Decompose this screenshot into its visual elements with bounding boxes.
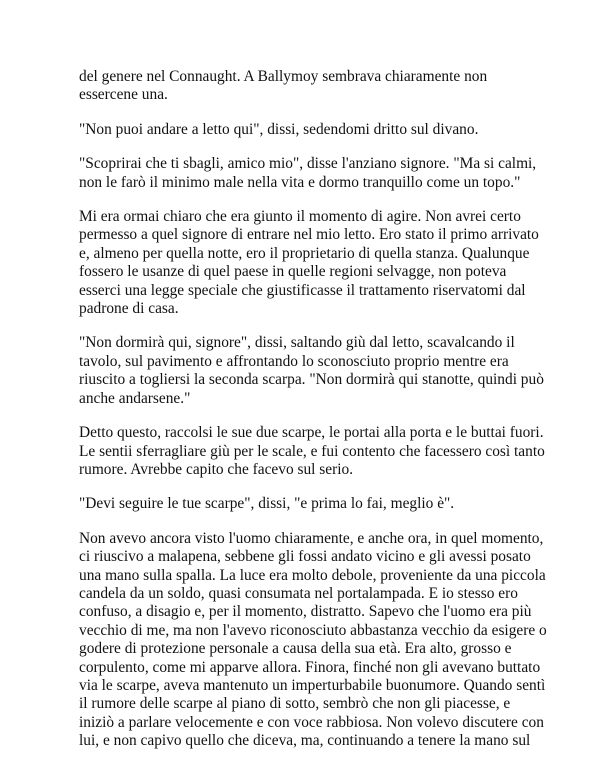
paragraph-5: "Non dormirà qui, signore", dissi, saltando giù dal letto, scavalcando il tavolo, sul pavimento e affrontando lo sconosciuto proprio mentre era riuscito a togliersi la seconda scarpa. "Non dormirà qui stanotte, quindi può anche andarsene." [79,334,544,407]
paragraph-4: Mi era ormai chiaro che era giunto il momento di agire. Non avrei certo permesso a quel signore di entrare nel mio letto. Ero stato il primo arrivato e, almeno per quella notte, ero il proprietario di quella stanza. Qualunque fossero le usanze di quel paese in quelle regioni selvagge, non poteva esserci una legge speciale che giustificasse il trattamento riservatomi dal padrone di casa. [79,208,539,318]
paragraph-8: Non avevo ancora visto l'uomo chiaramente, e anche ora, in quel momento, ci riuscivo a malapena, sebbene gli fossi andato vicino e gli avessi posato una mano sulla spalla. La luce era molto debole, proveniente da una piccola candela da un soldo, quasi consumata nel portalampada. E io stesso ero confuso, a disagio e, per il momento, distratto. Sapevo che l'uomo era più vecchio di me, ma non l'avevo riconosciuto abbastanza vecchio da esigere o godere di protezione personale a causa della sua età. Era alto, grosso e corpulento, come mi apparve allora. Finora, finché non gli avevano buttato via le scarpe, aveva mantenuto un imperturbabile buonumore. Quando sentì il rumore delle scarpe al piano di sotto, sembrò che non gli piacesse, e iniziò a parlare velocemente e con voce rabbiosa. Non volevo discutere con lui, e non capivo quello che diceva, ma, continuando a tenere la mano sul [79,529,547,750]
paragraph-2: "Non puoi andare a letto qui", dissi, sedendomi dritto sul divano. [79,120,479,138]
paragraph-1: del genere nel Connaught. A Ballymoy sembrava chiaramente non essercene una. [79,68,488,104]
paragraph-3: "Scoprirai che ti sbagli, amico mio", disse l'anziano signore. "Ma si calmi, non le farò il minimo male nella vita e dormo tranquillo come un topo." [79,155,537,191]
paragraph-6: Detto questo, raccolsi le sue due scarpe, le portai alla porta e le buttai fuori. Le sentii sferragliare giù per le scale, e fui contento che facessero così tanto rumore. Avrebbe capito che facevo sul serio. [79,424,545,478]
document-page [79,68,549,767]
paragraph-7: "Devi seguire le tue scarpe", dissi, "e prima lo fai, meglio è". [79,495,455,513]
